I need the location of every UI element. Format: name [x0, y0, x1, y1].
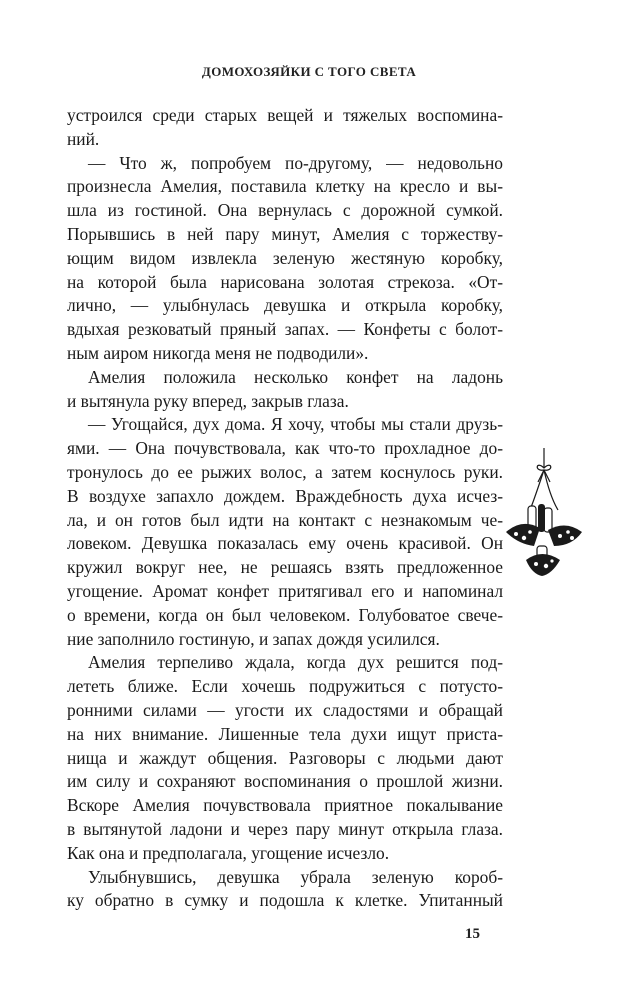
text-line: устроился среди старых вещей и тяжелых воспомина-	[67, 105, 503, 125]
text-line: Как она и предполагала, угощение исчезло.	[67, 842, 390, 863]
text-line: вдыхая резковатый пряный запах. — Конфеты с болот-	[67, 319, 503, 340]
text-line: ями. — Она почувствовала, как что-то прохладное до-	[67, 438, 503, 459]
text-line: ловеком. Девушка показалась ему очень красивой. Он	[67, 533, 503, 554]
text-line: ние заполнило гостиную, и запах дождя усилился.	[67, 628, 440, 649]
text-line: — Угощайся, дух дома. Я хочу, чтобы мы стали друзь-	[88, 414, 503, 435]
text-line: ла, и он готов был идти на контакт с незнакомым че-	[67, 509, 503, 530]
text-line: В воздухе запахло дождем. Враждебность духа исчез-	[67, 485, 503, 506]
text-line: ний.	[67, 128, 100, 149]
text-line: о времени, когда он был человеком. Голубоватое свече-	[67, 604, 503, 625]
text-line: Амелия терпеливо ждала, когда дух решится под-	[88, 652, 503, 673]
page-number: 15	[465, 926, 480, 942]
text-line: угощение. Аромат конфет притягивал его и напоминал	[67, 580, 503, 601]
text-line: произнесла Амелия, поставила клетку на кресло и вы-	[67, 176, 503, 197]
text-line: Вскоре Амелия почувствовала приятное покалывание	[67, 795, 503, 816]
text-line: на них внимание. Лишенные тела духи ищут приста-	[67, 723, 503, 744]
running-header: ДОМОХОЗЯЙКИ С ТОГО СВЕТА	[201, 64, 417, 79]
text-line: нища и жаждут общения. Разговоры с людьми дают	[67, 747, 503, 768]
text-line: Амелия положила несколько конфет на ладонь	[88, 366, 503, 387]
text-line: и вытянула руку вперед, закрыв глаза.	[67, 390, 349, 411]
text-line: кружил вокруг нее, не решаясь взять предложенное	[67, 557, 503, 578]
text-line: ронними силами — угости их сладостями и обращай	[67, 699, 503, 720]
body-text	[67, 104, 503, 913]
text-line: — Что ж, попробуем по-другому, — недовольно	[88, 152, 503, 173]
text-line: тронулось до ее рыжих волос, а затем коснулось руки.	[67, 461, 503, 482]
text-line: Порывшись в ней пару минут, Амелия с торжеству-	[67, 223, 503, 244]
text-line: ку обратно в сумку и подошла к клетке. Упитанный	[67, 890, 503, 911]
text-line: шла из гостиной. Она вернулась с дорожной сумкой.	[67, 200, 503, 221]
text-line: Улыбнувшись, девушка убрала зеленую короб-	[88, 866, 503, 887]
text-line: им силу и сохраняют воспоминания о прошлой жизни.	[67, 771, 503, 792]
hanging-mushrooms-icon	[504, 448, 584, 580]
text-line: лететь ближе. Если хочешь подружиться с потусто-	[67, 676, 503, 697]
text-line: лично, — улыбнулась девушка и открыла коробку,	[67, 295, 503, 316]
text-line: в вытянутой ладони и через пару минут открыла глаза.	[67, 818, 503, 839]
text-line: ным аиром никогда меня не подводили».	[67, 342, 369, 363]
text-line: ющим видом извлекла зеленую жестяную коробку,	[67, 247, 503, 268]
text-line: на которой была нарисована золотая стрекоза. «От-	[67, 271, 503, 292]
